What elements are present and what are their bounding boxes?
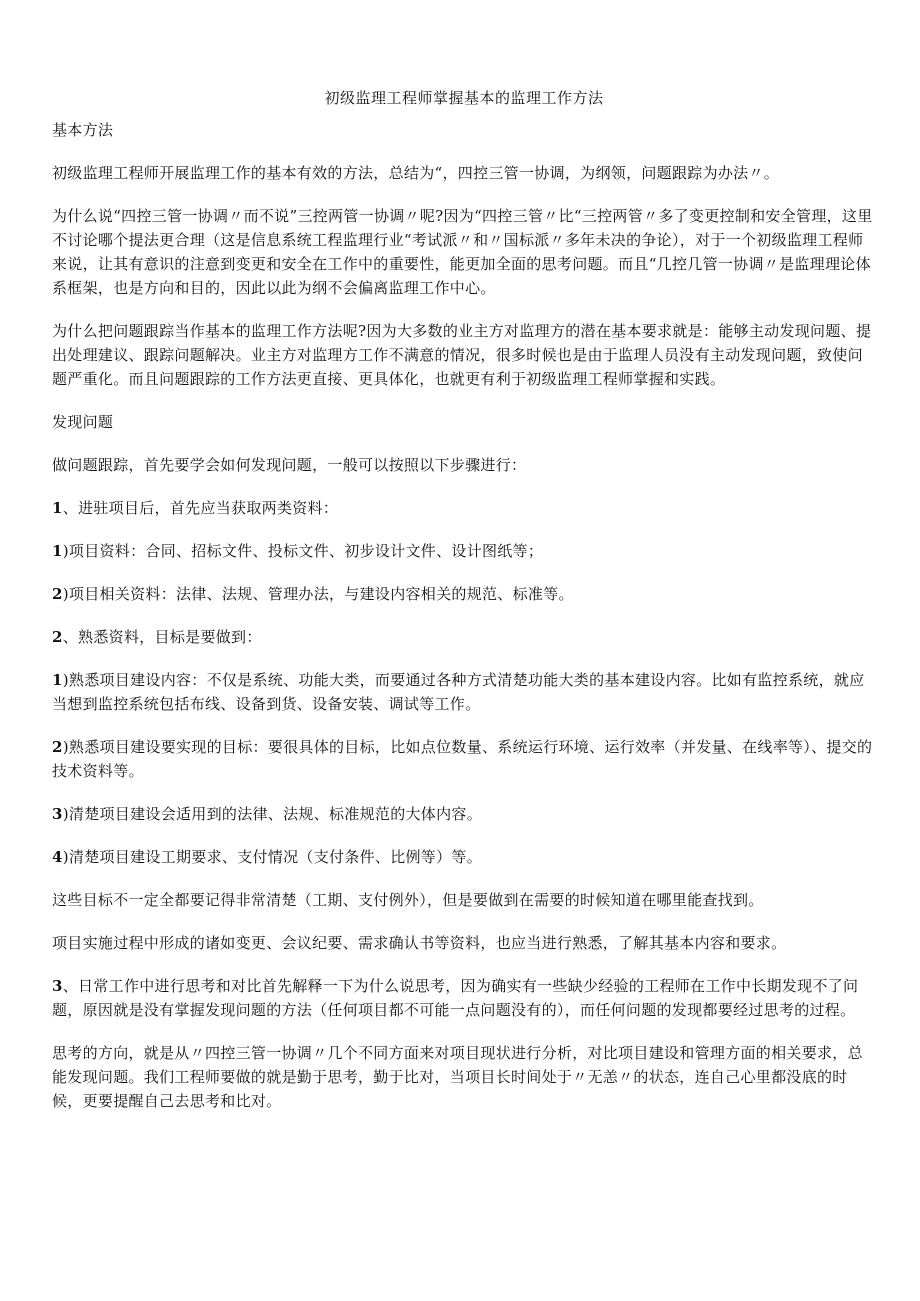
list-item-step-3 xyxy=(52,974,876,1022)
paragraph-goals-note: 这些目标不一定全都要记得非常清楚（工期、支付例外），但是要做到在需要的时候知道在哪里能查找到。 xyxy=(52,891,764,909)
list-item-step-1-2 xyxy=(52,582,876,606)
list-item-step-2-1 xyxy=(52,668,876,716)
paragraph-thinking-direction: 思考的方向，就是从〃四控三管一协调〃几个不同方面来对项目现状进行分析，对比项目建设和管理方面的相关要求，总能发现问题。我们工程师要做的就是勤于思考，勤于比对，当项目长时间处于〃无恙〃的状态，连自己心里都没底的时候，更要提醒自己去思考和比对。 xyxy=(52,1044,863,1110)
list-item-step-2-3 xyxy=(52,802,876,826)
list-number: 3 xyxy=(52,805,63,823)
list-number: 2 xyxy=(52,738,63,756)
paragraph-why-four-controls: 为什么说“四控三管一协调〃而不说”三控两管一协调〃呢?因为“四控三管〃比“三控两管〃多了变更控制和安全管理，这里不讨论哪个提法更合理（这是信息系统工程监理行业“考试派〃和〃国标派〃多年未决的争论），对于一个初级监理工程师来说，让其有意识的注意到变更和安全在工作中的重要性，能更加全面的思考问题。而且“几控几管一协调〃是监理理论体系框架，也是方向和目的，因此以此为纲不会偏离监理工作中心。 xyxy=(52,207,873,297)
list-number: 1 xyxy=(52,499,63,517)
list-text: )清楚项目建设会适用到的法律、法规、标准规范的大体内容。 xyxy=(62,805,483,823)
list-text: 、进驻项目后，首先应当获取两类资料： xyxy=(62,499,339,517)
list-item-step-2-2 xyxy=(52,735,876,783)
section-heading-basic-method: 基本方法 xyxy=(52,121,114,139)
list-number: 2 xyxy=(52,585,63,603)
list-text: 、熟悉资料，目标是要做到： xyxy=(62,628,262,646)
list-text: )熟悉项目建设内容：不仅是系统、功能大类，而要通过各种方式清楚功能大类的基本建设内容。比如有监控系统，就应当想到监控系统包括布线、设备到货、设备安装、调试等工作。 xyxy=(52,671,865,713)
list-text: 、日常工作中进行思考和对比首先解释一下为什么说思考，因为确实有一些缺少经验的工程师在工作中长期发现不了问题，原因就是没有掌握发现问题的方法（任何项目都不可能一点问题没有的），而任何问题的发现都要经过思考的过程。 xyxy=(52,977,859,1019)
paragraph-steps-intro: 做问题跟踪，首先要学会如何发现问题，一般可以按照以下步骤进行： xyxy=(52,456,527,474)
list-number: 3 xyxy=(52,977,63,995)
list-number: 4 xyxy=(52,848,63,866)
document-title: 初级监理工程师掌握基本的监理工作方法 xyxy=(324,89,604,107)
list-number: 1 xyxy=(52,671,63,689)
list-item-step-1-1 xyxy=(52,539,876,563)
list-number: 2 xyxy=(52,628,63,646)
list-item-step-2 xyxy=(52,625,876,649)
paragraph-why-issue-tracking: 为什么把问题跟踪当作基本的监理工作方法呢?因为大多数的业主方对监理方的潜在基本要求就是：能够主动发现问题、提出处理建议、跟踪问题解决。业主方对监理方工作不满意的情况，很多时候也是由于监理人员没有主动发现问题，致使问题严重化。而且问题跟踪的工作方法更直接、更具体化，也就更有利于初级监理工程师掌握和实践。 xyxy=(52,322,872,388)
list-text: )项目相关资料：法律、法规、管理办法，与建设内容相关的规范、标准等。 xyxy=(62,585,574,603)
section-heading-find-issues: 发现问题 xyxy=(52,413,114,431)
list-text: )清楚项目建设工期要求、支付情况（支付条件、比例等）等。 xyxy=(62,848,483,866)
paragraph-intro: 初级监理工程师开展监理工作的基本有效的方法，总结为“，四控三管一协调，为纲领，问题跟踪为办法〃。 xyxy=(52,164,780,182)
list-number: 1 xyxy=(52,542,63,560)
list-text: )熟悉项目建设要实现的目标：要很具体的目标，比如点位数量、系统运行环境、运行效率（并发量、在线率等）、提交的技术资料等。 xyxy=(52,738,873,780)
list-item-step-1 xyxy=(52,496,876,520)
paragraph-process-docs: 项目实施过程中形成的诸如变更、会议纪要、需求确认书等资料，也应当进行熟悉，了解其基本内容和要求。 xyxy=(52,934,787,952)
list-text: )项目资料：合同、招标文件、投标文件、初步设计文件、设计图纸等； xyxy=(62,542,544,560)
list-item-step-2-4 xyxy=(52,845,876,869)
